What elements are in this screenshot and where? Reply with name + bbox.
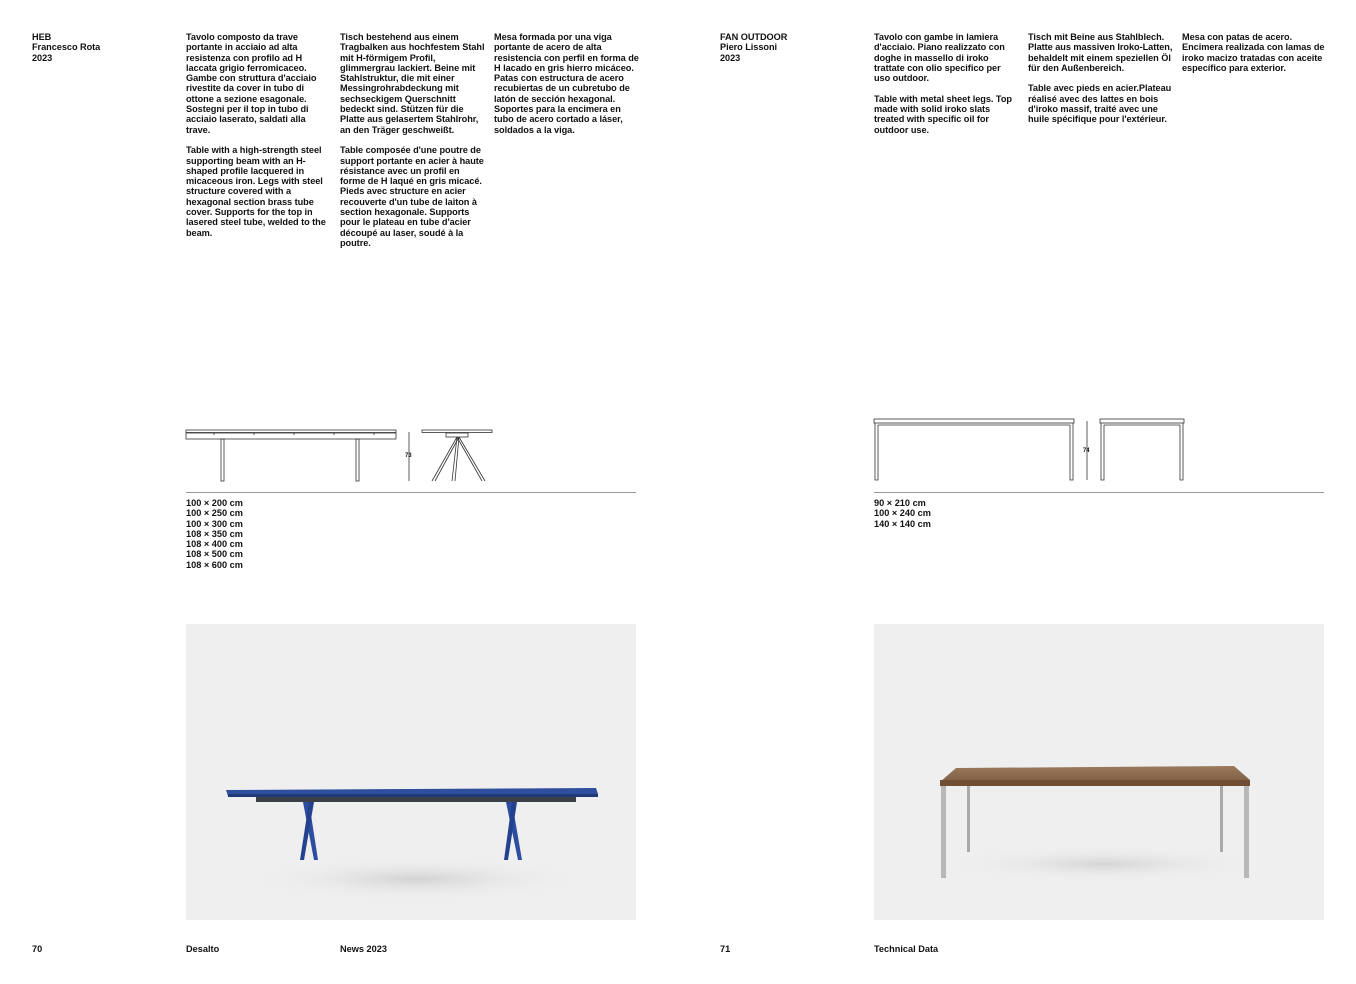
description-english: Table with metal sheet legs. Top made with solid iroko slats treated with specific oil for outdoor use. bbox=[874, 93, 1012, 135]
dimension-item: 140 × 140 cm bbox=[874, 518, 931, 529]
description-german: Tisch mit Beine aus Stahlblech. Platte aus massiven Iroko-Latten, behaldelt mit einem speziellen Öl für den Außenbereich. bbox=[1028, 32, 1173, 73]
dimension-item: 100 × 300 cm bbox=[186, 518, 243, 529]
description-italian: Tavolo composto da trave portante in acciaio ad alta resistenza con profilo ad H laccata grigio ferromicaceo. Gambe con struttura d'acciaio rivestite da cover in tubo di ottone a sezione esagonale. Sostegni per il top in tubo di acciaio laserato, saldati alla trave. bbox=[186, 32, 317, 135]
description-es bbox=[1182, 32, 1328, 73]
right-divider bbox=[874, 492, 1324, 493]
description-es bbox=[494, 32, 640, 135]
product-year: 2023 bbox=[720, 52, 741, 63]
dimension-item: 108 × 350 cm bbox=[186, 528, 243, 539]
footer-page-number-left: 70 bbox=[32, 944, 43, 954]
heb-table-photo bbox=[186, 624, 636, 920]
heb-dimensions-list bbox=[186, 498, 243, 570]
fan-outdoor-technical-drawing bbox=[872, 416, 1192, 486]
fan-outdoor-dimensions-list bbox=[874, 498, 931, 529]
description-german: Tisch bestehend aus einem Tragbalken aus hochfestem Stahl mit H-förmigem Profil, glimmergrau lackiert. Beine mit Stahlstruktur, die mit einer Messingrohrabdeckung mit sechseckigem Querschnitt bedeckt sind. Stützen für die Platte aus gelasertem Stahlrohr, an den Träger geschweißt. bbox=[340, 32, 485, 135]
dimension-item: 100 × 250 cm bbox=[186, 508, 243, 519]
description-italian: Tavolo con gambe in lamiera d'acciaio. Piano realizzato con doghe in massello di iroko trattate con olio specifico per uso outdoor. bbox=[874, 32, 1005, 84]
description-de-fr bbox=[340, 32, 486, 248]
product-header-heb bbox=[32, 32, 152, 63]
footer-section-technical: Technical Data bbox=[874, 944, 939, 954]
product-year: 2023 bbox=[32, 52, 53, 63]
dimension-item: 100 × 240 cm bbox=[874, 508, 931, 519]
product-designer: Francesco Rota bbox=[32, 42, 101, 53]
dimension-item: 108 × 600 cm bbox=[186, 559, 243, 570]
description-de-fr bbox=[1028, 32, 1174, 125]
description-french: Table avec pieds en acier.Plateau réalisé avec des lattes en bois d'iroko massif, traité avec une huile spécifique pour l'extérieur. bbox=[1028, 83, 1172, 125]
heb-technical-drawing bbox=[184, 424, 504, 488]
product-header-fan-outdoor bbox=[720, 32, 850, 63]
dimension-item: 100 × 200 cm bbox=[186, 498, 243, 508]
heb-height-label: 73 bbox=[405, 453, 412, 459]
description-spanish: Mesa formada por una viga portante de acero de alta resistencia con perfil en forma de H lacado en gris hierro micáceo. Patas con estructura de acero recubiertas de un cubretubo de latón de sección hexagonal. Soportes para la encimera en tubo de acero cortado a láser, soldados a la viga. bbox=[494, 32, 639, 135]
product-designer: Piero Lissoni bbox=[720, 42, 778, 53]
product-name: HEB bbox=[32, 32, 52, 42]
product-name: FAN OUTDOOR bbox=[720, 32, 788, 42]
description-english: Table with a high-strength steel supporting beam with an H-shaped profile lacquered in micaceous iron. Legs with steel structure covered with a hexagonal section brass tube cover. Supports for the top in lasered steel tube, welded to the beam. bbox=[186, 145, 326, 238]
description-spanish: Mesa con patas de acero. Encimera realizada con lamas de iroko macizo tratadas con aceite específico para exterior. bbox=[1182, 32, 1325, 73]
dimension-item: 108 × 400 cm bbox=[186, 539, 243, 550]
description-it-en bbox=[874, 32, 1016, 135]
left-divider bbox=[186, 492, 636, 493]
footer-section-news: News 2023 bbox=[340, 944, 387, 954]
dimension-item: 108 × 500 cm bbox=[186, 549, 243, 560]
description-it-en bbox=[186, 32, 328, 238]
description-french: Table composée d'une poutre de support portante en acier à haute résistance avec un profil en forme de H laqué en gris micacé. Pieds avec structure en acier recouverte d'un tube de laiton à section hexagonale. Supports pour le plateau en tube d'acier découpé au laser, soudé à la poutre. bbox=[340, 145, 484, 248]
footer-page-number-right: 71 bbox=[720, 944, 731, 954]
fan-outdoor-table-photo bbox=[874, 624, 1324, 920]
fan-outdoor-height-label: 74 bbox=[1083, 448, 1090, 454]
footer-brand: Desalto bbox=[186, 944, 220, 954]
dimension-item: 90 × 210 cm bbox=[874, 498, 926, 508]
